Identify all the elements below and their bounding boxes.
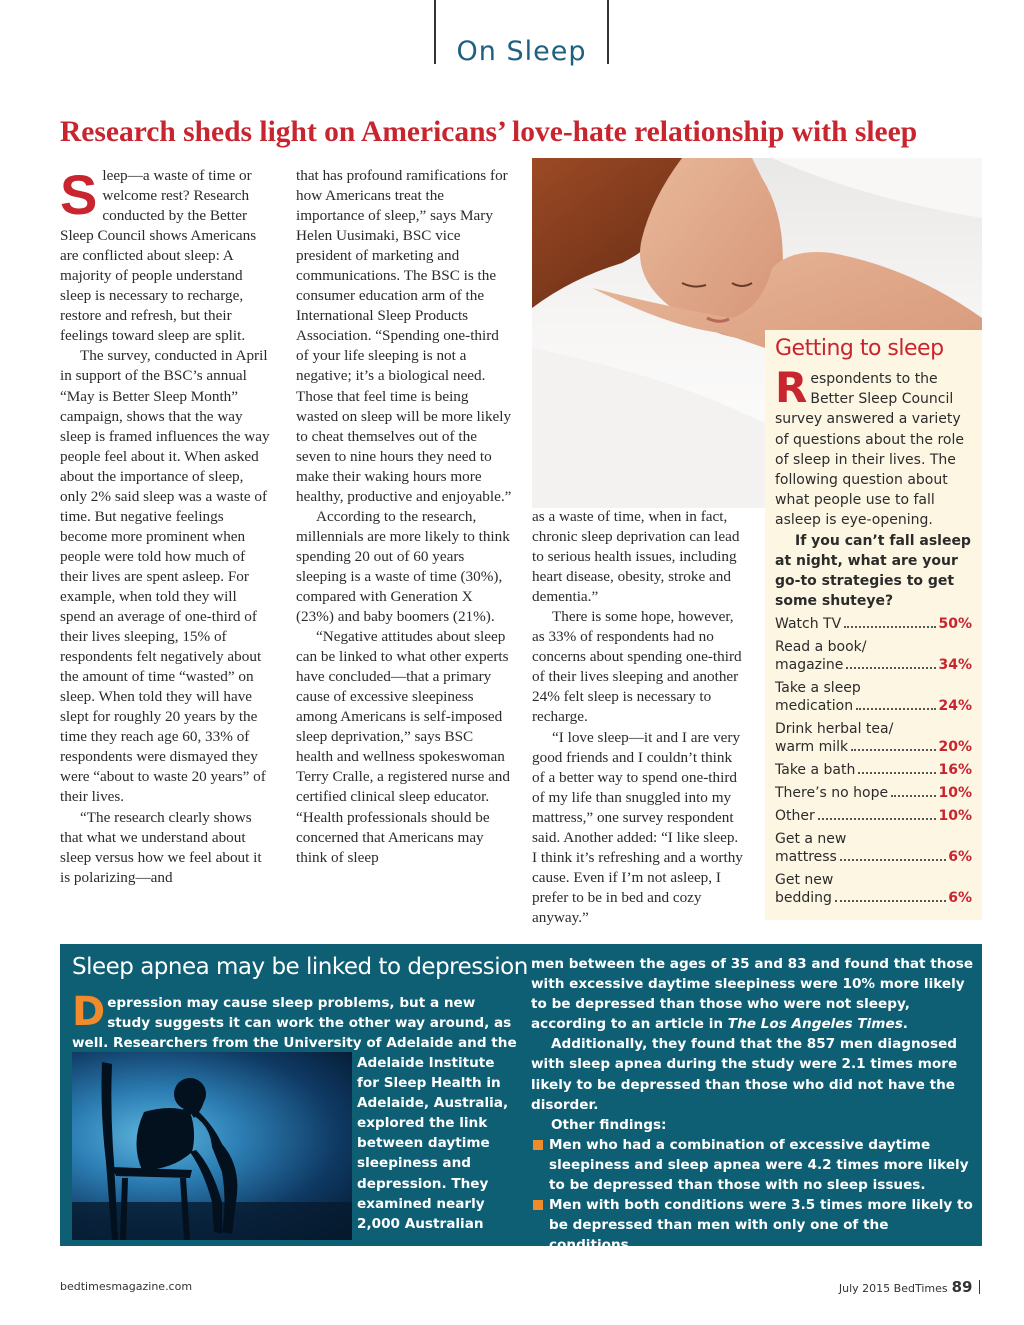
finding-bullet xyxy=(531,1135,975,1195)
getting-to-sleep-sidebar xyxy=(765,330,982,920)
source-publication: The Los Angeles Times xyxy=(727,1016,903,1033)
survey-item-label: There’s no hope xyxy=(775,785,889,802)
survey-item-label: bedding xyxy=(775,890,832,907)
survey-item-label: magazine xyxy=(775,657,844,674)
survey-item-label: Watch TV xyxy=(775,616,842,633)
page-number: 89 xyxy=(951,1278,973,1296)
article-paragraph: as a waste of time, when in fact, chronic sleep deprivation can lead to serious health issues, including heart disease, obesity, stroke and dementia.” xyxy=(532,508,740,606)
other-findings-label: Other findings: xyxy=(551,1116,667,1133)
survey-item xyxy=(775,615,972,633)
survey-item-row xyxy=(775,848,972,866)
survey-item-percent: 34% xyxy=(938,657,972,674)
article-paragraph: According to the research, millennials are more likely to think spending 20 out of 60 years sleeping is a waste of time (30%), compared with Generation X (23%) and baby boomers (21%). xyxy=(296,507,510,626)
finding-bullet xyxy=(531,1195,975,1255)
article-column-3 xyxy=(532,507,746,928)
survey-item-label: Take a sleep xyxy=(775,680,861,697)
survey-item-percent: 50% xyxy=(938,616,972,633)
article-paragraph: “The research clearly shows that what we understand about sleep versus how we feel about it is polarizing—and xyxy=(60,808,262,886)
article-paragraph: The survey, conducted in April in support of the BSC’s annual “May is Better Sleep Month” campaign, shows that the way sleep is framed influences the way people feel about it. When asked about the importance of sleep, only 2% said sleep was a waste of time. But negative feelings become more prominent when people were told how much of their lives are spent asleep. For example, when told they will spend an average of one-third of their lives sleeping, 15% of respondents felt negatively about the amount of time “wasted” on sleep. When told they will have slept for roughly 20 years by the time they reach age 60, 33% of respondents were dismayed they were “about to waste 20 years” of their lives. xyxy=(60,347,270,806)
survey-item xyxy=(775,807,972,825)
sidebar-question: If you can’t fall asleep at night, what are your go-to strategies to get some shuteye? xyxy=(775,532,971,610)
depressed-man-silhouette-photo xyxy=(72,1052,352,1240)
survey-item-percent: 10% xyxy=(938,785,972,802)
article-column-2 xyxy=(296,166,512,868)
apnea-paragraph xyxy=(531,954,975,1034)
survey-item-label: Other xyxy=(775,808,815,825)
survey-item-row xyxy=(775,697,972,715)
section-title: On Sleep xyxy=(456,36,587,67)
survey-item-label: Get new xyxy=(775,872,834,889)
leader-dots xyxy=(818,818,937,820)
article-column-1 xyxy=(60,163,272,888)
issue-date: July 2015 BedTimes xyxy=(838,1282,948,1295)
survey-item-row xyxy=(775,738,972,756)
apnea-paragraph-end: . xyxy=(902,1016,908,1033)
survey-item xyxy=(775,784,972,802)
sidebar-intro-text: espondents to the Better Sleep Council survey answered a variety of questions about the role of sleep in their lives. The following question about what people use to fall asleep is eye-opening. xyxy=(775,371,964,529)
leader-dots xyxy=(851,749,936,751)
apnea-intro-text: epression may cause sleep problems, but a new study suggests it can work the other way around, as well. Researchers from the University of Adelaide and the xyxy=(72,995,517,1052)
survey-item-row xyxy=(775,807,972,825)
survey-item xyxy=(775,871,972,907)
article-paragraph: “I love sleep—it and I are very good friends and I couldn’t think of a better way to spend one-third of my life than snuggled into my mattress,” one survey respondent said. Another added: “I like sleep. I think it’s refreshing and a worthy cause. Even if I’m not asleep, I prefer to be in bed and cozy anyway.” xyxy=(532,728,743,926)
sidebar-drop-cap: R xyxy=(775,363,808,412)
survey-item-label: medication xyxy=(775,698,854,715)
survey-item-row xyxy=(775,784,972,802)
leader-dots xyxy=(844,626,936,628)
survey-item xyxy=(775,638,972,674)
paragraph-text: leep—a waste of time or welcome rest? Research conducted by the Better Sleep Council shows Americans are conflicted about sleep: A majority of people understand sleep is necessary to recharge, restore and refresh, but their feelings toward sleep are split. xyxy=(60,167,257,345)
sidebar-title: Getting to sleep xyxy=(775,336,944,361)
survey-item xyxy=(775,761,972,779)
apnea-intro xyxy=(72,989,522,1053)
finding-text: Men who had a combination of excessive daytime sleepiness and sleep apnea were 4.2 times more likely to be depressed than those with no sleep issues. xyxy=(549,1136,969,1194)
survey-item-label: mattress xyxy=(775,849,837,866)
survey-item-row xyxy=(775,656,972,674)
survey-item-label: Drink herbal tea/ xyxy=(775,721,894,738)
apnea-paragraph: Additionally, they found that the 857 men diagnosed with sleep apnea during the study were 2.1 times more likely to be depressed than those who did not have the disorder. xyxy=(531,1036,958,1113)
survey-item-label: Get a new xyxy=(775,831,847,848)
sidebar-intro xyxy=(775,363,972,531)
article-paragraph xyxy=(60,163,272,346)
article-paragraph: “Negative attitudes about sleep can be linked to what other experts have concluded—that a primary cause of excessive sleepiness among Americans is self-imposed sleep deprivation,” says BSC health and wellness spokeswoman Terry Cralle, a registered nurse and certified clinical sleep educator. “Health professionals should be concerned that Americans may think of sleep xyxy=(296,628,510,866)
survey-item xyxy=(775,720,972,756)
drop-cap: S xyxy=(60,163,98,226)
article-paragraph: that has profound ramifications for how Americans treat the importance of sleep,” says Mary Helen Uusimaki, BSC vice president of marketing and communications. The BSC is the consumer education arm of the International Sleep Products Association. “Spending one-third of your life sleeping is not a negative; it’s a biological need. Those that feel time is being wasted on sleep will be more likely to cheat themselves out of the seven to nine hours they need to make their waking hours more healthy, productive and enjoyable.” xyxy=(296,167,512,505)
leader-dots xyxy=(846,667,936,669)
survey-item-label: warm milk xyxy=(775,739,849,756)
survey-item-percent: 6% xyxy=(948,849,972,866)
survey-item-percent: 6% xyxy=(948,890,972,907)
footer-divider xyxy=(979,1280,981,1294)
apnea-drop-cap: D xyxy=(72,989,106,1035)
article-paragraph: There is some hope, however, as 33% of respondents had no concerns about spending one-third of their lives sleeping and another 24% felt sleep is necessary to recharge. xyxy=(532,608,742,726)
leader-dots xyxy=(858,772,936,774)
survey-item-percent: 10% xyxy=(938,808,972,825)
survey-item-label: Read a book/ xyxy=(775,639,867,656)
survey-item-label: Take a bath xyxy=(775,762,856,779)
survey-item xyxy=(775,830,972,866)
bullet-square-icon xyxy=(533,1140,543,1150)
leader-dots xyxy=(835,900,946,902)
survey-item-row xyxy=(775,889,972,907)
apnea-paragraph-text: men between the ages of 35 and 83 and found that those with excessive daytime sleepiness were 10% more likely to be depressed than those who were not sleepy, according to an article in xyxy=(531,956,974,1033)
bullet-square-icon xyxy=(533,1200,543,1210)
survey-item-row xyxy=(775,761,972,779)
survey-item-percent: 24% xyxy=(938,698,972,715)
footer-website: bedtimesmagazine.com xyxy=(60,1280,193,1293)
survey-results-list xyxy=(775,615,972,907)
leader-dots xyxy=(840,859,946,861)
sleep-apnea-box xyxy=(60,944,982,1254)
leader-dots xyxy=(856,708,936,710)
leader-dots xyxy=(891,795,936,797)
footer-issue xyxy=(839,1278,980,1296)
survey-item xyxy=(775,679,972,715)
header-rule-right xyxy=(607,0,609,64)
survey-item-percent: 20% xyxy=(938,739,972,756)
survey-item-percent: 16% xyxy=(938,762,972,779)
finding-text: Men with both conditions were 3.5 times more likely to be depressed than men with only one of the conditions. xyxy=(549,1197,973,1254)
silhouette-illustration xyxy=(72,1052,352,1240)
apnea-narrow-text: Adelaide Institute for Sleep Health in Adelaide, Australia, explored the link between daytime sleepiness and depression. They examined nearly 2,000 Australian xyxy=(357,1055,509,1232)
survey-item-row xyxy=(775,615,972,633)
article-headline: Research sheds light on Americans’ love-hate relationship with sleep xyxy=(60,116,918,148)
apnea-title: Sleep apnea may be linked to depression xyxy=(72,954,528,980)
apnea-right-column xyxy=(531,954,975,1255)
